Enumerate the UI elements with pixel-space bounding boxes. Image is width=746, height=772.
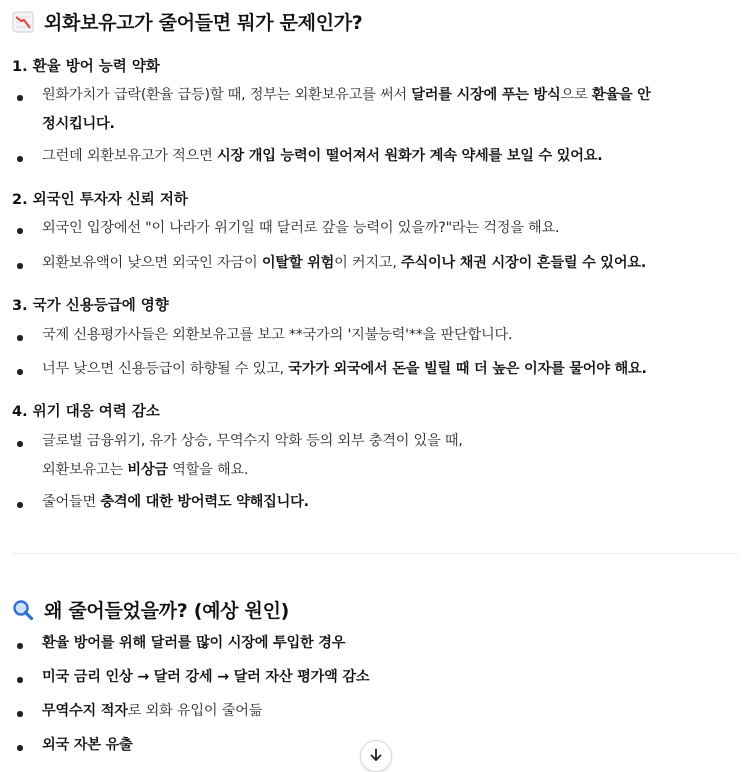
list-item: 무역수지 적자로 외화 유입이 줄어듦 (42, 703, 263, 719)
bullet-dot (17, 502, 23, 508)
heading-2: 2. 외국인 투자자 신뢰 저하 (12, 192, 188, 208)
section-title-causes (12, 596, 289, 623)
heading-3: 3. 국가 신용등급에 영향 (12, 298, 169, 314)
list-item: 외국인 입장에선 "이 나라가 위기일 때 달러로 갚을 능력이 있을까?"라는 걱정을 해요. (42, 220, 560, 236)
list-item: 너무 낮으면 신용등급이 하향될 수 있고, 국가가 외국에서 돈을 빌릴 때 더 높은 이자를 물어야 해요. (42, 361, 647, 377)
list-item: 미국 금리 인상 → 달러 강세 → 달러 자산 평가액 감소 (42, 669, 370, 685)
chart-decreasing-icon (12, 11, 34, 33)
list-item: 국제 신용평가사들은 외환보유고를 보고 **국가의 '지불능력'**을 판단합니다. (42, 327, 513, 343)
bullet-line: 정시킵니다. (42, 116, 115, 132)
list-item: 환율 방어를 위해 달러를 많이 시장에 투입한 경우 (42, 635, 346, 651)
bullet-line: 글로벌 금융위기, 유가 상승, 무역수지 악화 등의 외부 충격이 있을 때, (42, 433, 463, 449)
bullet-dot (17, 643, 23, 649)
scroll-to-bottom-button[interactable] (360, 740, 392, 772)
bullet-dot (17, 228, 23, 234)
bullet-dot (17, 263, 23, 269)
list-item (42, 81, 732, 139)
bullet-dot (17, 441, 23, 447)
list-item (42, 427, 732, 485)
heading-4: 4. 위기 대응 여력 감소 (12, 404, 160, 420)
section-title-text: 왜 줄어들었을까? (예상 원인) (44, 600, 290, 622)
bullet-dot (17, 369, 23, 375)
magnifying-glass-icon (12, 599, 34, 621)
list-item: 그런데 외환보유고가 적으면 시장 개입 능력이 떨어져서 원화가 계속 약세를 보일 수 있어요. (42, 148, 603, 164)
bullet-dot (17, 156, 23, 162)
bullet-dot (17, 335, 23, 341)
bullet-dot (17, 711, 23, 717)
bullet-dot (17, 95, 23, 101)
heading-1: 1. 환율 방어 능력 약화 (12, 59, 160, 75)
bullet-line: 원화가치가 급락(환율 급등)할 때, 정부는 외환보유고를 써서 달러를 시장에 푸는 방식으로 환율을 안 (42, 87, 651, 103)
list-item: 외환보유액이 낮으면 외국인 자금이 이탈할 위험이 커지고, 주식이나 채권 시장이 흔들릴 수 있어요. (42, 255, 647, 271)
bullet-dot (17, 677, 23, 683)
bullet-line: 외환보유고는 비상금 역할을 해요. (42, 462, 249, 478)
list-item: 줄어들면 충격에 대한 방어력도 약해집니다. (42, 494, 309, 510)
divider (12, 553, 738, 554)
list-item: 외국 자본 유출 (42, 737, 133, 753)
section-title-text: 외화보유고가 줄어들면 뭐가 문제인가? (44, 12, 363, 34)
arrow-down-icon (369, 747, 383, 766)
bullet-dot (17, 745, 23, 751)
section-title-problems (12, 8, 363, 35)
